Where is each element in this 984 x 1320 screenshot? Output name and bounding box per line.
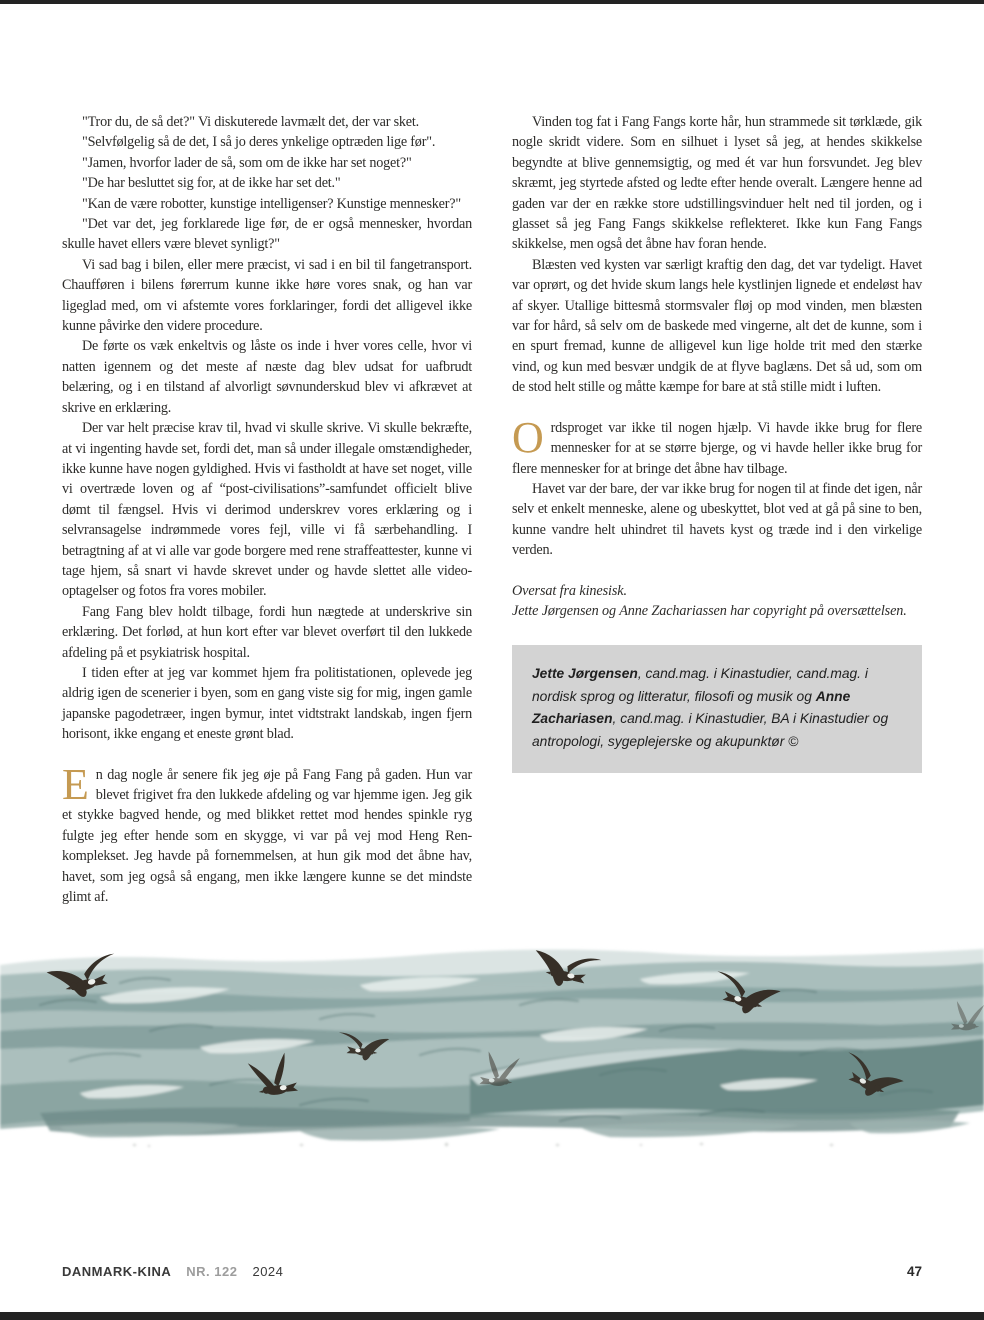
bio-text: , cand.mag. i Kinastudier, BA i Kinastudier og antropologi, sygeplejerske og akupunktør © [532, 711, 889, 749]
paragraph: Havet var der bare, der var ikke brug for nogen til at finde det igen, når selv et enkelt menneske, alene og ubeskyttet, blot ved at gå på sine to ben, kunne vandre helt uhindret til havets kyst og træde ind i den virkelige verden. [512, 480, 922, 559]
bio-text: , cand.mag. i Kinastudier, cand.mag. i nordisk sprog og litteratur, filosofi og musik og [532, 666, 868, 704]
sea-waves [0, 949, 984, 1147]
text-column-left [62, 112, 472, 907]
credit-line: Jette Jørgensen og Anne Zachariassen har copyright på oversættelsen. [512, 602, 907, 619]
paragraph: I tiden efter at jeg var kommet hjem fra politistationen, oplevede jeg aldrig igen de scenerier i byen, som en gang viste sig for mig, ingen gamle japanske pagodetræer, ingen bymur, intet vidtstrakt landskab, ingen fjern horisont, ikke engang et eneste grønt blad. [62, 664, 472, 743]
year-label: 2024 [252, 1264, 284, 1279]
text-column-right [512, 112, 922, 907]
issue-number: NR. 122 [186, 1264, 238, 1279]
translator-name: Anne Zachariasen [532, 688, 851, 727]
dropcap-letter: O [512, 412, 544, 462]
page-edge-bottom [0, 1312, 984, 1320]
paragraph-dropcap: En dag nogle år senere fik jeg øje på Fang Fang på gaden. Hun var blevet frigivet fra den lukkede afdeling og var hjemme igen. Jeg gik et stykke bagved hende, og med blikket rettet mod hendes spinkle ryg fulgte jeg efter hende som en skygge, vi var på vej mod Heng Ren-komplekset. Jeg havde på fornemmelsen, at hun gik mod det åbne hav, havet, som jeg også så engang, men ikke længere kunne se det mindste glimt af. [62, 759, 472, 906]
translation-credits [512, 581, 922, 622]
page-edge-top [0, 0, 984, 4]
dropcap-letter: E [62, 759, 89, 809]
right-column-paragraphs [512, 112, 922, 561]
paragraph: Der var helt præcise krav til, hvad vi skulle skrive. Vi skulle bekræfte, at vi ingenting havde set, fordi det, man så under illegale omstændigheder, ikke kunne have nogen gyldighed. Hvis vi fastholdt at have set noget, ville vi overtræde loven og af “post-civilisations”-samfundet officielt blive dømt til fængsel. Hvis vi derimod underskrev vores erklæring og i selvransagelse indrømmede vores fejl, ville vi få særbehandling. I betragtning af at vi alle var gode borgere med rene straffeattester, kunne vi tage hjem, så snart vi havde skrevet under og havde slettet alle video-optagelser og fotos fra vores mobiler. [62, 420, 472, 600]
paragraph: "Kan de være robotter, kunstige intelligenser? Kunstige mennesker?" [82, 195, 461, 212]
paragraph-dropcap: Ordsproget var ikke til nogen hjælp. Vi havde ikke brug for flere mennesker for at se større bjerge, og vi havde heller ikke brug for flere mennesker for at bringe det åbne hav tilbage. [512, 412, 922, 477]
translator-bio-box [512, 645, 922, 773]
magazine-title: DANMARK-KINA [62, 1264, 172, 1279]
page-content [62, 112, 922, 1150]
paragraph: Blæsten ved kysten var særligt kraftig den dag, det var tydeligt. Havet var oprørt, og det hvide skum langs hele kystlinjen lignede et endeløst hav af skyer. Utallige bittesmå stormsvaler fløj op mod vinden, men blæsten var for hård, så selv om de baskede med vingerne, alt det de kunne, som i en spurt fremad, kunne de alligevel kun lige holde trit med den stærke vind, og kun med besvær undgik de at flyve baglæns. Det så ud, som om de stod helt stille og måtte kæmpe for bare at stå stille midt i luften. [512, 256, 922, 396]
credit-line: Oversat fra kinesisk. [512, 582, 627, 599]
paragraph: Fang Fang blev holdt tilbage, fordi hun nægtede at underskrive sin erklæring. Det forlød, at hun kort efter var blevet overført til den lukkede afdeling på et psykiatrisk hospital. [62, 603, 472, 661]
text-columns [62, 112, 922, 907]
footer-left [62, 1264, 283, 1279]
paragraph: "Det var det, jeg forklarede lige før, de er også mennesker, hvordan skulle havet ellers være blevet synligt?" [62, 216, 472, 253]
translator-name: Jette Jørgensen [532, 666, 638, 682]
paragraph: "Jamen, hvorfor lader de så, som om de ikke har set noget?" [82, 154, 412, 171]
sea-illustration [0, 935, 984, 1150]
paragraph: "De har besluttet sig for, at de ikke har set det." [82, 175, 341, 192]
faded-caption-marks [133, 1143, 833, 1147]
paragraph: Vi sad bag i bilen, eller mere præcist, vi sad i en bil til fangetransport. Chaufføren i bilens førerrum kunne ikke høre vores snak, og han var ligeglad med, om vi afstemte vores forklaringer, fordi det alligevel ikke kunne påvirke den videre procedure. [62, 256, 472, 335]
page-number: 47 [906, 1264, 922, 1279]
paragraph: "Tror du, de så det?" Vi diskuterede lavmælt det, der var sket. [82, 114, 419, 130]
page-footer [62, 1264, 922, 1279]
paragraph: De førte os væk enkeltvis og låste os inde i hver vores celle, hvor vi natten igennem og det meste af næste dag blev udsat for uafbrudt belæring, og i en tilstand af alvorligt søvnunderskud blev vi afkrævet at skrive en erklæring. [62, 338, 472, 416]
paragraph: Vinden tog fat i Fang Fangs korte hår, hun strammede sit tørklæde, gik nogle skridt videre. Som en silhuet i lyset så jeg, at hendes skikkelse begyndte at blive gennemsigtig, og med ét var hun forsvundet. Jeg blev skræmt, jeg styrtede afsted og ledte efter hende overalt. Længere henne ad gaden var der en række store udstillingsvinduer helt ned til jorden, og i glasset så jeg Fang Fangs skikkelse reflekteret. Ikke kun Fang Fangs skikkelse, men også det åbne hav foran hende. [512, 114, 922, 253]
paragraph: "Selvfølgelig så de det, I så jo deres ynkelige optræden lige før". [82, 134, 436, 151]
